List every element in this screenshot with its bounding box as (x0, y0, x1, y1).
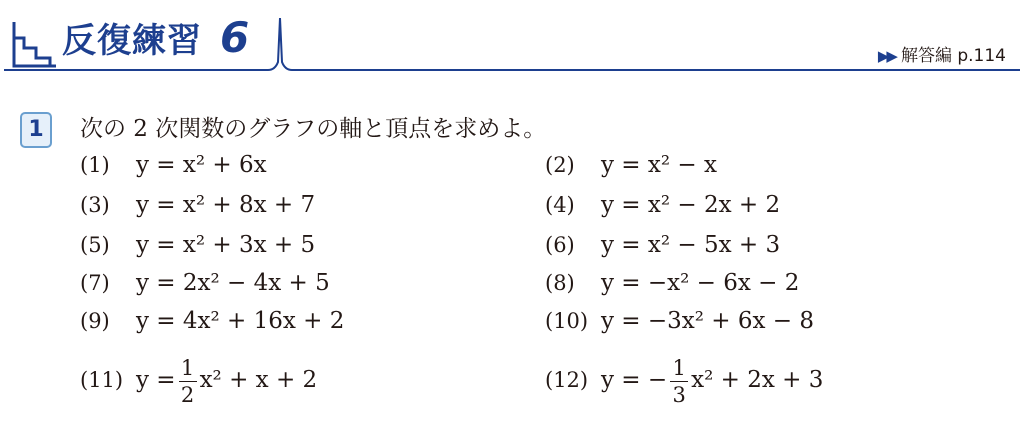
item-equation: y = −3x² + 6x − 8 (601, 308, 815, 334)
item-equation: y = x² + 6x (136, 152, 267, 178)
item-label: (6) (545, 233, 575, 257)
item-label: (11) (80, 368, 124, 392)
answer-reference (878, 44, 1006, 68)
problem-item-10 (545, 304, 814, 338)
item-label: (2) (545, 153, 575, 177)
problem-item-5 (80, 228, 315, 262)
problem-item-8 (545, 266, 799, 300)
item-equation: y = x² − 2x + 2 (601, 192, 781, 218)
item-equation: y = x² + 8x + 7 (136, 192, 316, 218)
item-label: (5) (80, 233, 110, 257)
item-equation: y = x² + 3x + 5 (136, 232, 316, 258)
stairs-icon (10, 18, 60, 70)
item-label: (10) (545, 309, 589, 333)
problem-item-1 (80, 148, 267, 182)
page-title (62, 14, 250, 62)
item-label: (12) (545, 368, 589, 392)
answer-ref-text: 解答編 p.114 (900, 46, 1006, 66)
item-equation-prefix: y = (136, 367, 176, 393)
fraction-numerator: 1 (180, 355, 195, 380)
item-label: (4) (545, 193, 575, 217)
problem-item-2 (545, 148, 717, 182)
problem-item-12 (545, 350, 823, 410)
item-label: (7) (80, 271, 110, 295)
item-label: (8) (545, 271, 575, 295)
item-label: (9) (80, 309, 110, 333)
item-label: (3) (80, 193, 110, 217)
item-label: (1) (80, 153, 110, 177)
double-arrow-icon: ▶▶ (877, 47, 895, 65)
item-equation: y = 2x² − 4x + 5 (136, 270, 330, 296)
problem-number-badge: 1 (20, 112, 52, 148)
problem-item-9 (80, 304, 344, 338)
item-equation: y = x² − x (601, 152, 717, 178)
problem-item-6 (545, 228, 780, 262)
problem-item-4 (545, 188, 780, 222)
fraction (179, 355, 197, 408)
fraction-numerator: 1 (672, 355, 686, 380)
item-equation: y = −x² − 6x − 2 (601, 270, 800, 296)
item-equation-suffix: x² + 2x + 3 (691, 367, 824, 393)
fraction (670, 355, 688, 408)
item-equation-prefix: y = − (601, 367, 668, 393)
item-equation: y = x² − 5x + 3 (601, 232, 781, 258)
problem-item-3 (80, 188, 315, 222)
problem-item-11 (80, 350, 317, 410)
problem-instruction: 次の 2 次関数のグラフの軸と頂点を求めよ。 (80, 116, 547, 142)
title-text: 反復練習 (62, 21, 202, 61)
fraction-denominator: 2 (180, 382, 195, 407)
title-number: 6 (220, 13, 251, 62)
item-equation-suffix: x² + x + 2 (199, 367, 318, 393)
fraction-denominator: 3 (672, 382, 686, 407)
problem-item-7 (80, 266, 330, 300)
item-equation: y = 4x² + 16x + 2 (136, 308, 345, 334)
